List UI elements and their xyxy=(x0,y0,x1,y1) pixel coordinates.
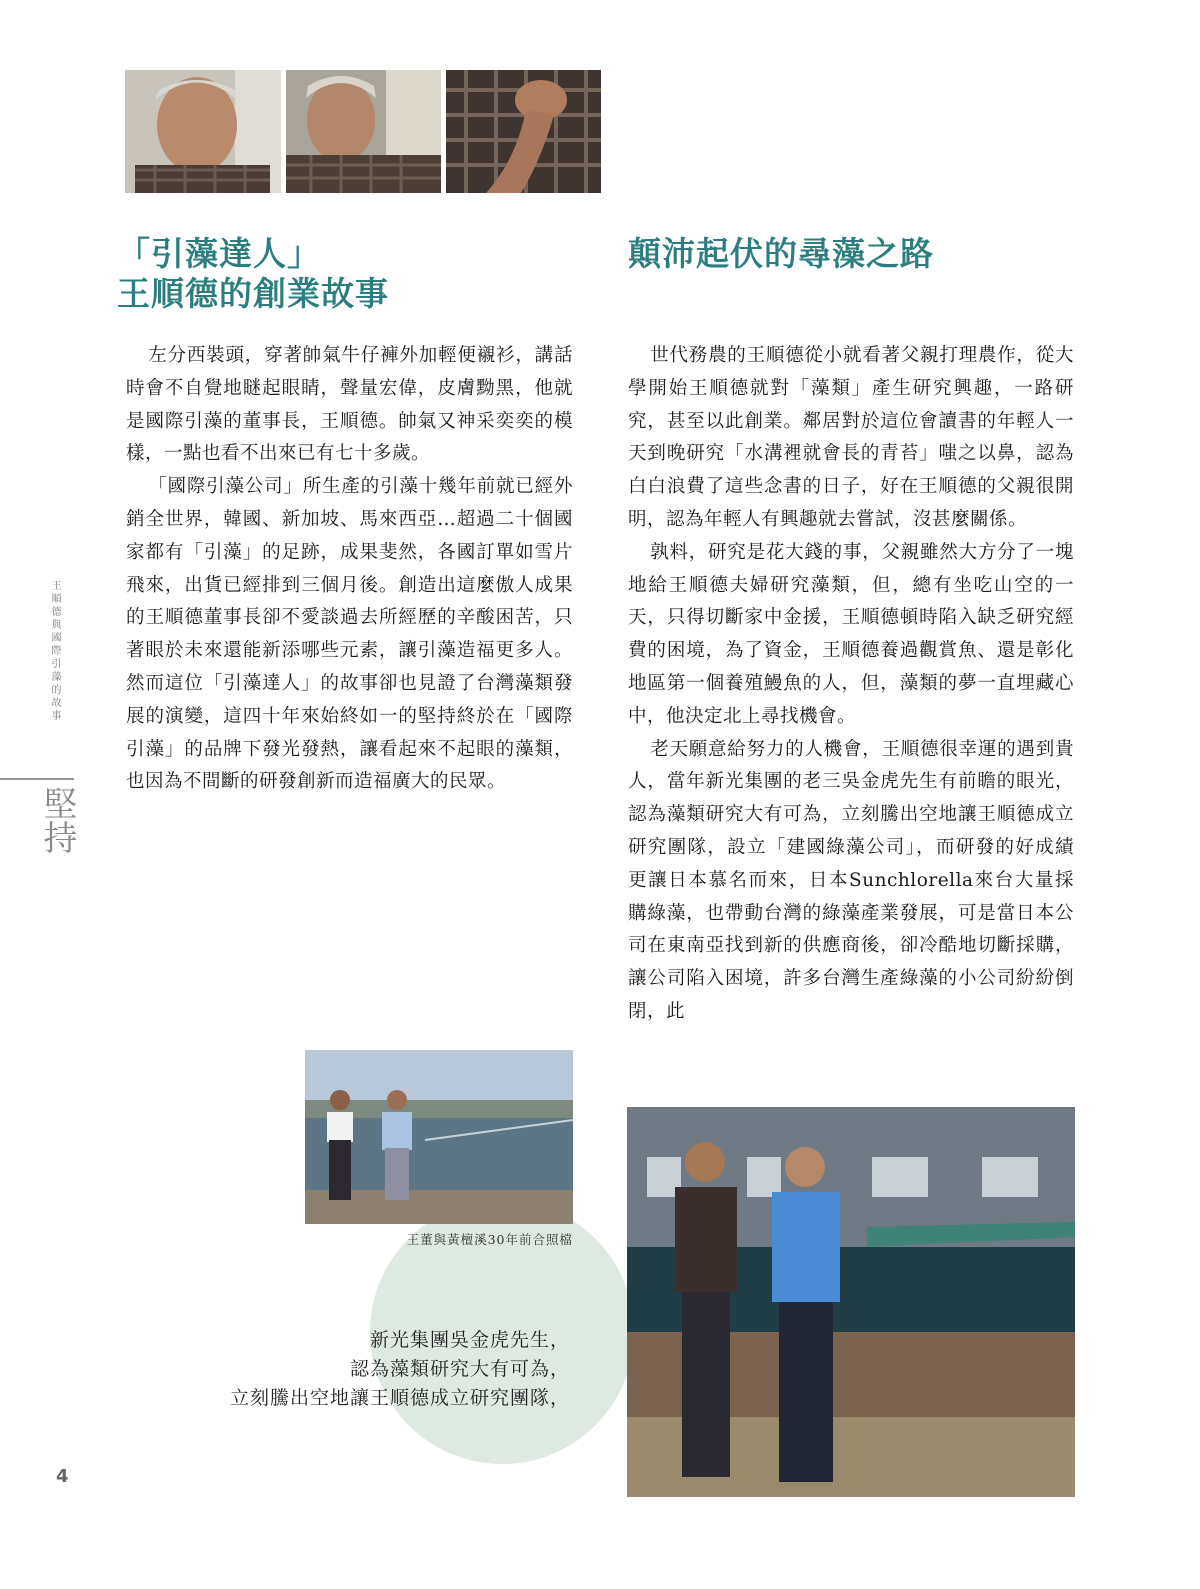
photo-caption: 王董與黃檀溪30年前合照檔 xyxy=(406,1232,573,1247)
right-article-title: 顛沛起伏的尋藻之路 xyxy=(628,234,934,273)
left-paragraph-2: 「國際引藻公司」所生產的引藻十幾年前就已經外銷全世界，韓國、新加坡、馬來西亞…超過二十個國家都有「引藻」的足跡，成果斐然，各國訂單如雪片飛來，出貨已經排到三個月後。創造出這麼傲人成果的王順德董事長卻不愛談過去所經歷的辛酸困苦，只著眼於未來還能新添哪些元素，讓引藻造福更多人。然而這位「引藻達人」的故事卻也見證了台灣藻類發展的演變，這四十年來始終如一的堅持終於在「國際引藻」的品牌下發光發熱，讓看起來不起眼的藻類，也因為不間斷的研發創新而造福廣大的民眾。 xyxy=(126,476,573,793)
left-title-line-2: 王順德的創業故事 xyxy=(117,274,389,313)
side-series-label: 王順德與國際引藻的故事 xyxy=(49,580,60,723)
side-section-title: 堅持 xyxy=(37,786,77,854)
right-paragraph-3: 老天願意給努力的人機會，王順德很幸運的遇到貴人，當年新光集團的老三吳金虎先生有前瞻的眼光，認為藻類研究大有可為，立刻騰出空地讓王順德成立研究團隊，設立「建國綠藻公司」，而研發的好成績更讓日本慕名而來，日本Sunchlorella來台大量採購綠藻，也帶動台灣的綠藻產業發展，可是當日本公司在東南亞找到新的供應商後，卻冷酷地切斷採購，讓公司陷入困境，許多台灣生產綠藻的小公司紛紛倒閉，此 xyxy=(628,738,1074,1022)
page-number: 4 xyxy=(56,1466,69,1487)
quote-line-3: 立刻騰出空地讓王順德成立研究團隊， xyxy=(229,1387,570,1409)
right-paragraph-1: 世代務農的王順德從小就看著父親打理農作，從大學開始王順德就對「藻類」產生研究興趣，一路研究，甚至以此創業。鄰居對於這位會讀書的年輕人一天到晚研究「水溝裡就會長的青苔」嗤之以鼻，認為白白浪費了這些念書的日子，好在王順德的父親很開明，認為年輕人有興趣就去嘗試，沒甚麼關係。 xyxy=(628,345,1074,530)
right-column-body xyxy=(628,340,1074,1029)
right-paragraph-2: 孰料，研究是花大錢的事，父親雖然大方分了一塊地給王順德夫婦研究藻類，但，總有坐吃山空的一天，只得切斷家中金援，王順德頓時陷入缺乏研究經費的困境，為了資金，王順德養過觀賞魚、還是彰化地區第一個養殖鰻魚的人，但，藻類的夢一直埋藏心中，他決定北上尋找機會。 xyxy=(628,541,1074,727)
hand-gesture-photo xyxy=(446,70,601,193)
quote-line-2: 認為藻類研究大有可為， xyxy=(349,1358,570,1380)
side-divider xyxy=(0,778,74,780)
pull-quote xyxy=(150,1326,570,1413)
left-title-line-1: 「引藻達人」 xyxy=(117,234,321,273)
left-article-title xyxy=(117,234,597,314)
portrait-photo-2 xyxy=(286,70,441,193)
left-column-body xyxy=(126,340,573,799)
quote-line-1: 新光集團吳金虎先生， xyxy=(369,1329,570,1351)
historical-photo xyxy=(305,1050,573,1224)
left-paragraph-1: 左分西裝頭，穿著帥氣牛仔褲外加輕便襯衫，講話時會不自覺地瞇起眼睛，聲量宏偉，皮膚黝黑，他就是國際引藻的董事長，王順德。帥氣又神采奕奕的模樣，一點也看不出來已有七十多歲。 xyxy=(126,345,573,465)
portrait-photo-1 xyxy=(125,70,281,193)
two-men-photo xyxy=(627,1107,1075,1497)
